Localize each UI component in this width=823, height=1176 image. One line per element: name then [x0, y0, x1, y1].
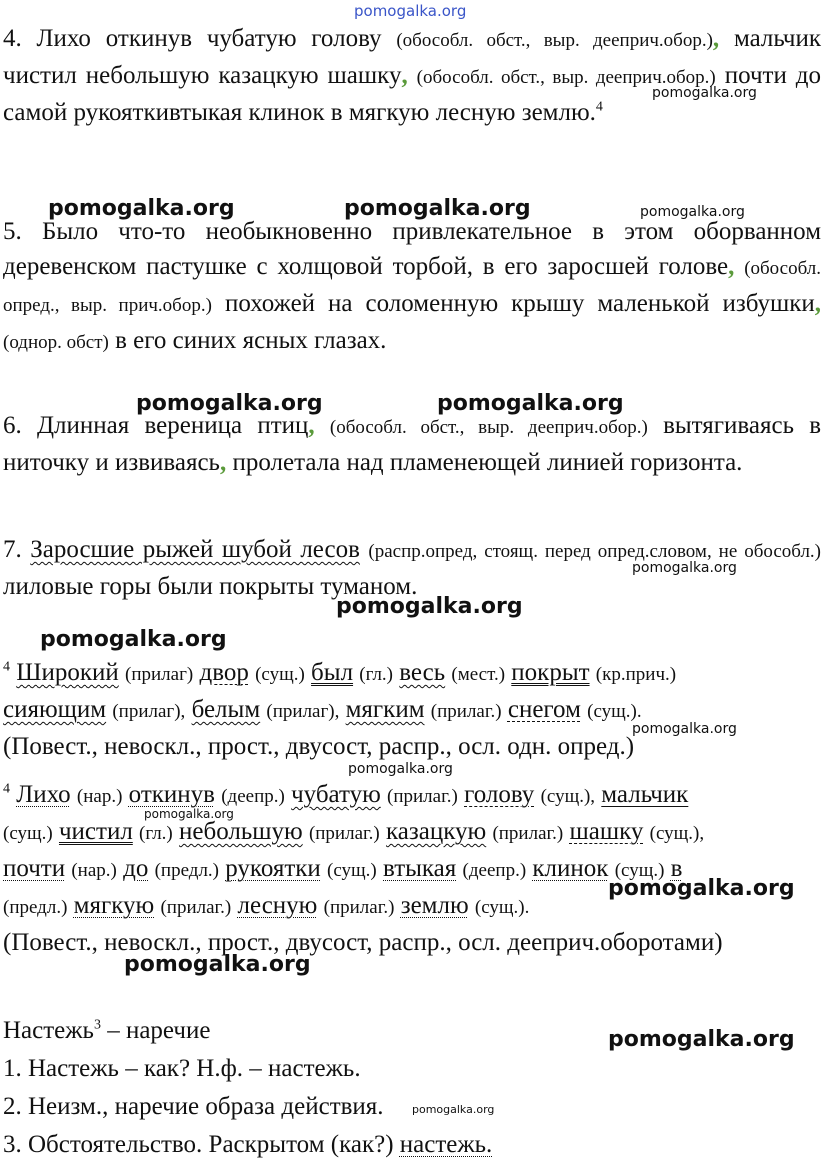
sentence-5 — [3, 214, 821, 360]
word: откинув — [128, 781, 215, 808]
footnote-marker: 3 — [93, 1017, 101, 1033]
comma-mark: , — [308, 412, 315, 439]
comma-mark: , — [814, 290, 822, 317]
comma-mark: , — [401, 62, 408, 89]
word: белым — [191, 696, 261, 723]
pos-note: (предл.) — [3, 897, 68, 918]
word: до — [123, 855, 149, 882]
watermark: pomogalka.org — [632, 721, 737, 737]
grammar-note: (обособл. обст., выр. дееприч.обор.) — [396, 30, 713, 51]
watermark: pomogalka.org — [348, 761, 453, 777]
word: землю — [400, 892, 469, 919]
pos-note: (прилаг.) — [160, 897, 232, 918]
sentence-text: Было что-то необыкновенно привлекательное в этом оборванном деревенском пастушке с холщовой торбой, в его заросшей голове — [3, 218, 822, 280]
comma-mark: , — [712, 25, 720, 52]
pos-note: (прилаг.) — [492, 823, 564, 844]
pos-note: (прилаг.) — [323, 897, 395, 918]
watermark: pomogalka.org — [124, 952, 311, 977]
word: мягкую — [73, 892, 155, 919]
footnote-marker: 4 — [595, 99, 603, 115]
sentence-text: Заросшие рыжей шубой лесов — [30, 536, 360, 563]
sentence-number: 7. — [3, 536, 22, 563]
grammar-note: (обособл. опред., выр. прич.обор.) — [3, 258, 822, 316]
watermark: pomogalka.org — [136, 391, 323, 416]
analysis-step-1: 1. Настежь – как? Н.ф. – настежь. — [3, 1055, 361, 1082]
watermark: pomogalka.org — [40, 627, 227, 652]
grammar-note: (однор. обст) — [3, 332, 109, 353]
word: почти — [3, 855, 66, 882]
watermark: pomogalka.org — [608, 876, 795, 901]
watermark: pomogalka.org — [632, 560, 737, 576]
pos-note: (деепр.) — [462, 860, 527, 881]
pos-note: (гл.) — [359, 664, 394, 685]
pos-note: (мест.) — [451, 664, 506, 685]
sentence-text: Длинная вереница птиц — [37, 412, 309, 439]
word: шашку — [569, 818, 644, 845]
pos-note: (кр.прич.) — [595, 664, 677, 685]
watermark-top: pomogalka.org — [354, 2, 467, 20]
sentence-text: в его синих ясных глазах. — [115, 327, 387, 354]
word-title: Настежь — [3, 1017, 94, 1044]
watermark: pomogalka.org — [412, 1103, 495, 1116]
watermark: pomogalka.org — [344, 196, 531, 221]
pos-note: (прилаг.) — [308, 823, 380, 844]
grammar-note: (обособл. обст., выр. дееприч.обор.) — [329, 417, 648, 438]
word: казацкую — [386, 818, 487, 845]
sentence-text: вытягиваясь в ниточку и извиваясь — [3, 412, 822, 476]
word: чистил — [58, 818, 133, 845]
grammar-note: (обособл. обст., выр. дееприч.обор.) — [416, 67, 716, 88]
pos-note: (прилаг.) — [430, 701, 502, 722]
sentence-6 — [3, 408, 821, 480]
word: втыкая — [383, 855, 457, 882]
pos-note: (прилаг), — [266, 701, 340, 722]
pos-note: (сущ.) — [614, 860, 665, 881]
analysis-step-3: 3. Обстоятельство. Раскрытом (как?) — [3, 1131, 394, 1158]
sentence-number: 5. — [3, 218, 22, 245]
footnote-marker: 4 — [3, 659, 10, 675]
word: чубатую — [291, 781, 381, 808]
grammar-note: (распр.опред, стоящ. перед опред.словом, не обособл.) — [368, 541, 822, 562]
word: Широкий — [16, 659, 119, 686]
sentence-characteristics: (Повест., невоскл., прост., двусост, распр., осл. одн. опред.) — [3, 733, 635, 760]
word: снегом — [507, 696, 581, 723]
analysis-2 — [3, 777, 821, 960]
watermark: pomogalka.org — [640, 204, 745, 220]
sentence-text: похожей на соломенную крышу маленькой избушки — [224, 290, 815, 317]
word: был — [311, 659, 354, 686]
word-type: – наречие — [107, 1017, 211, 1044]
word: весь — [399, 659, 446, 686]
footnote-marker: 4 — [3, 781, 10, 797]
word: клинок — [532, 855, 609, 882]
pos-note: (предл.) — [154, 860, 220, 881]
word: настежь. — [399, 1131, 493, 1158]
pos-note: (сущ.) — [327, 860, 377, 881]
word: небольшую — [179, 818, 303, 845]
watermark: pomogalka.org — [652, 85, 757, 101]
comma-mark: , — [728, 253, 735, 280]
pos-note: (прилаг), — [112, 701, 186, 722]
analysis-step-2: 2. Неизм., наречие образа действия. — [3, 1093, 384, 1120]
sentence-4 — [3, 21, 821, 130]
sentence-text: почти до самой рукояткивтыкая клинок в мягкую лесную землю. — [3, 62, 822, 126]
pos-note: (гл.) — [139, 823, 173, 844]
pos-note: (деепр.) — [221, 786, 285, 807]
sentence-number: 6. — [3, 412, 22, 439]
watermark: pomogalka.org — [437, 391, 624, 416]
pos-note: (сущ.), — [540, 786, 596, 807]
pos-note: (сущ.) — [3, 823, 53, 844]
word: Лихо — [16, 781, 71, 808]
word: двор — [199, 659, 249, 686]
comma-mark: , — [219, 449, 227, 476]
word: покрыт — [511, 659, 590, 686]
pos-note: (нар.) — [71, 860, 117, 881]
pos-note: (нар.) — [76, 786, 123, 807]
sentence-text: пролетала над пламенеющей линией горизонта. — [232, 449, 743, 476]
pos-note: (сущ.), — [649, 823, 705, 844]
pos-note: (сущ.) — [255, 664, 305, 685]
sentence-text: мальчик чистил небольшую казацкую шашку — [3, 25, 822, 89]
word: мальчик — [601, 781, 689, 808]
watermark: pomogalka.org — [144, 807, 234, 821]
pos-note: (прилаг.) — [387, 786, 458, 807]
watermark: pomogalka.org — [336, 594, 523, 619]
word: сияющим — [3, 696, 107, 723]
sentence-text: лиловые горы были покрыты туманом. — [3, 573, 418, 600]
watermark: pomogalka.org — [608, 1027, 795, 1052]
word: мягким — [345, 696, 425, 723]
pos-note: (сущ.). — [474, 897, 530, 918]
sentence-text: Лихо откинув чубатую голову — [36, 25, 382, 52]
sentence-number: 4. — [3, 25, 22, 52]
word: лесную — [237, 892, 318, 919]
word: рукоятки — [225, 855, 321, 882]
word: голову — [464, 781, 535, 808]
watermark: pomogalka.org — [48, 196, 235, 221]
pos-note: (прилаг) — [125, 664, 194, 685]
pos-note: (сущ.). — [587, 701, 642, 722]
word: в — [670, 855, 683, 882]
analysis-1 — [3, 655, 821, 764]
sentence-characteristics: (Повест., невоскл., прост., двусост, распр., осл. дееприч.оборотами) — [3, 929, 723, 956]
